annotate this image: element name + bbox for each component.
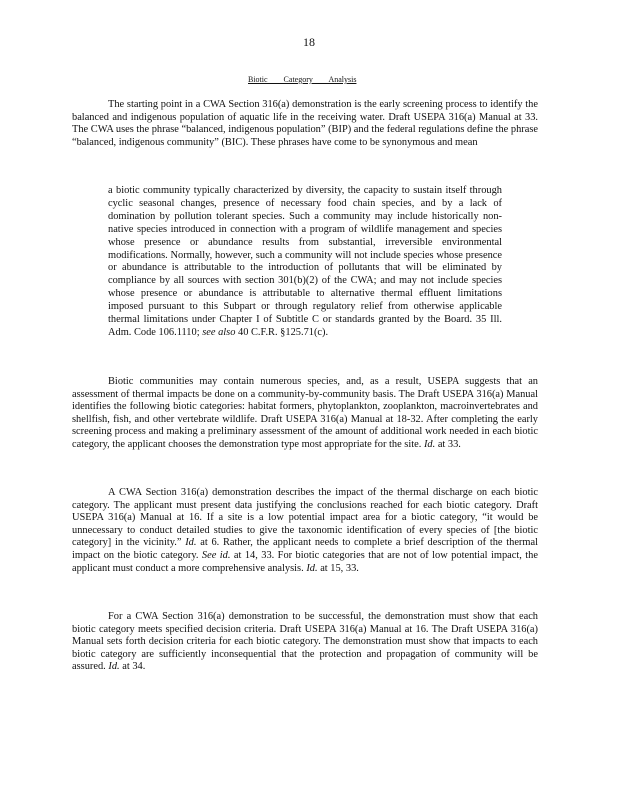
citation-text: at 15, 33. [320, 562, 359, 574]
citation-text: at 34. [122, 661, 146, 673]
block-quote-definition [108, 185, 502, 340]
paragraph-intro: The starting point in a CWA Section 316(a) demonstration is the early screening process to identify the balanced and indigenous population of aquatic life in the receiving water. Draft USEPA 316(a) Manual at 33. The CWA uses the phrase “balanced, indigenous population” (BIP) and the federal regulations define the phrase “balanced, indigenous community” (BIC). These phrases have come to be synonymous and mean [72, 99, 538, 148]
citation-signal: Id. [306, 562, 318, 574]
paragraph-decision-criteria [72, 611, 538, 674]
citation-signal: see also [202, 326, 236, 338]
paragraph-text: For a CWA Section 316(a) demonstration to be successful, the demonstration must show that each biotic category meets specified decision criteria. Draft USEPA 316(a) Manual at 16. The Draft USEPA 316(a) Manual sets forth decision criteria for each biotic category. The demonstration must show that impacts to each biotic category are sufficiently inconsequential that the protection and propagation of community will be assured. [72, 611, 538, 673]
citation-text: 40 C.F.R. §125.71(c). [238, 326, 329, 338]
citation-signal: Id. [185, 537, 197, 549]
paragraph-text: at 6. Rather, the applicant needs to complete a brief description of the thermal impact on the biotic category. [72, 537, 538, 561]
citation-signal: Id. [108, 661, 120, 673]
paragraph-demonstration [72, 487, 538, 575]
page-number: 18 [303, 35, 315, 49]
citation-text: at 33. [437, 438, 461, 450]
citation-signal: Id. [423, 438, 436, 450]
section-heading: Biotic Category Analysis [248, 75, 357, 84]
paragraph-text: Biotic communities may contain numerous species, and, as a result, USEPA suggests that an assessment of thermal impacts be done on a community-by-community basis. The Draft USEPA 316(a) Manual identifies the following biotic categories: habitat formers, phytoplankton, zooplankton, macroinvertebrates and shellfish, fish, and other vertebrate wildlife. Draft USEPA 316(a) Manual at 18-32. After completing the early screening process and making a preliminary assessment of the amount of additional work needed in each biotic category, the applicant chooses the demonstration type most appropriate for the site. [72, 376, 538, 450]
block-quote-text: a biotic community typically characterized by diversity, the capacity to sustain itself through cyclic seasonal changes, presence of necessary food chain species, and by a lack of domination by pollution tolerant species. Such a community may include historically non-native species introduced in connection with a program of wildlife management and species whose presence or abundance results from substantial, irreversible environmental modifications. Normally, however, such a community will not include species whose presence or abundance is attributable to the introduction of pollutants that will be eliminated by compliance by all sources with section 301(b)(2) of the CWA; and may not include species whose presence or abundance is attributable to alternative thermal effluent limitations imposed pursuant to this Subpart or through regulatory relief from otherwise applicable thermal limitations under Chapter I of Subtitle C or standards granted by the Board. 35 Ill. Adm. Code 106.1110; [108, 185, 502, 338]
paragraph-text: A CWA Section 316(a) demonstration describes the impact of the thermal discharge on each biotic category. The applicant must present data justifying the conclusions reached for each biotic category. Draft USEPA 316(a) Manual at 16. If a site is a low potential impact area for a biotic category, “it would be unnecessary to conduct detailed studies to give the taxonomic identification of every species of [the biotic category] in the vicinity.” [72, 487, 538, 549]
paragraph-biotic-communities [72, 376, 538, 452]
citation-signal: See id. [201, 549, 231, 561]
paragraph-text: at 14, 33. For biotic categories that are not of low potential impact, the applicant must conduct a more comprehensive analysis. [72, 549, 538, 574]
